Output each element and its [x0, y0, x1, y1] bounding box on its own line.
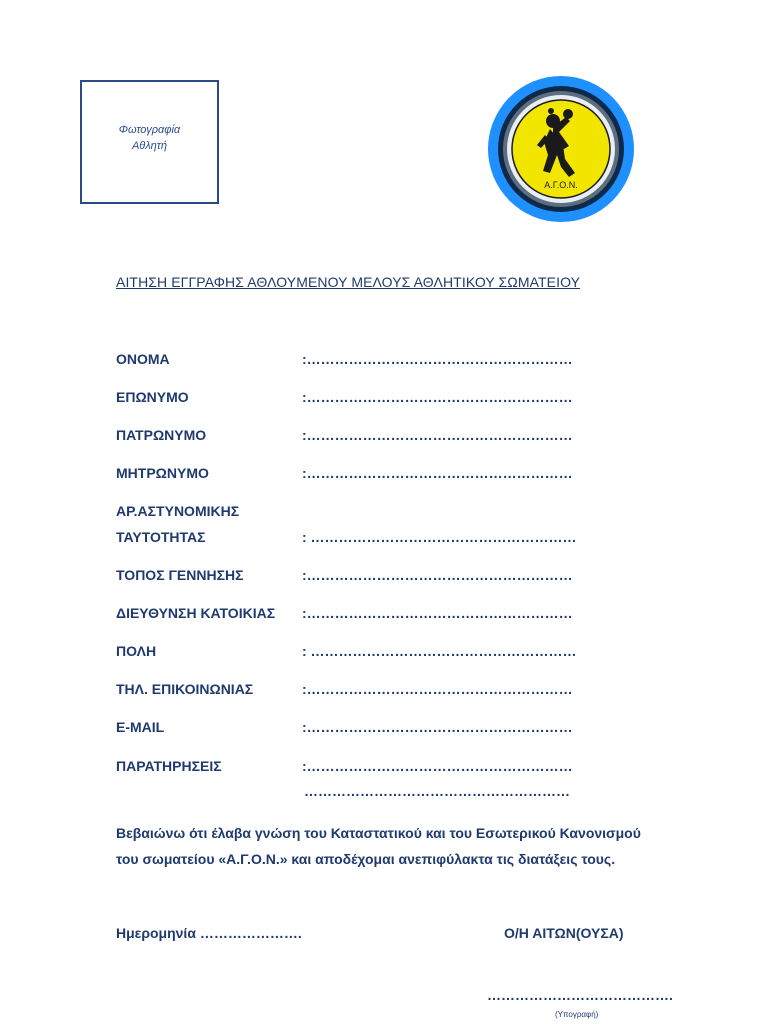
phone-blank[interactable]: :…………………………………………………: [302, 681, 573, 697]
field-label: ΔΙΕΥΘΥΝΣΗ ΚΑΤΟΙΚΙΑΣ: [116, 605, 276, 621]
club-logo: [487, 75, 635, 223]
field-label: E-MAIL: [116, 719, 165, 735]
email-blank[interactable]: :…………………………………………………: [302, 719, 573, 735]
field-label: ΑΡ.ΑΣΤΥΝΟΜΙΚΗΣ ΤΑΥΤΟΤΗΤΑΣ: [116, 503, 240, 545]
field-label: ΤΟΠΟΣ ΓΕΝΝΗΣΗΣ: [116, 567, 244, 583]
applicant-label: Ο/Η ΑΙΤΩΝ(ΟΥΣΑ): [504, 925, 624, 941]
field-label: ΠΟΛΗ: [116, 643, 157, 659]
form-title: ΑΙΤΗΣΗ ΕΓΓΡΑΦΗΣ ΑΘΛΟΥΜΕΝΟΥ ΜΕΛΟΥΣ ΑΘΛΗΤΙΚΟΥ ΣΩΜΑΤΕΙΟΥ: [116, 274, 581, 290]
father-name-blank[interactable]: :…………………………………………………: [302, 427, 573, 443]
declaration-text: Βεβαιώνω ότι έλαβα γνώση του Καταστατικού και του Εσωτερικού Κανονισμού του σωματείου «Α.Γ.Ο.Ν.» και αποδέχομαι ανεπιφύλακτα τις διατάξεις τους.: [116, 825, 641, 867]
remarks-blank-line-2[interactable]: …………………………………………………: [304, 783, 570, 799]
field-id-number: [116, 498, 577, 550]
field-label: ΕΠΩΝΥΜΟ: [116, 389, 189, 405]
city-blank[interactable]: : …………………………………………………: [302, 643, 577, 659]
field-last-name: [116, 389, 573, 405]
field-label: ΠΑΤΡΩΝΥΜΟ: [116, 427, 207, 443]
field-remarks: [116, 758, 573, 774]
first-name-blank[interactable]: :…………………………………………………: [302, 351, 573, 367]
address-blank[interactable]: :…………………………………………………: [302, 605, 573, 621]
field-email: [116, 719, 573, 735]
date-field[interactable]: Ημερομηνία ………………….: [116, 925, 302, 941]
remarks-blank[interactable]: :…………………………………………………: [302, 758, 573, 774]
signature-label: (Υπογραφή): [555, 1010, 599, 1019]
birthplace-blank[interactable]: :…………………………………………………: [302, 567, 573, 583]
field-label: ΟΝΟΜΑ: [116, 351, 170, 367]
last-name-blank[interactable]: :…………………………………………………: [302, 389, 573, 405]
field-label: ΜΗΤΡΩΝΥΜΟ: [116, 465, 209, 481]
field-label: ΤΗΛ. ΕΠΙΚΟΙΝΩΝΙΑΣ: [116, 681, 254, 697]
signature-blank[interactable]: ………………………………….: [487, 987, 673, 1003]
field-phone: [116, 681, 573, 697]
mother-name-blank[interactable]: :…………………………………………………: [302, 465, 573, 481]
photo-box-label: Φωτογραφία Αθλητή: [118, 124, 181, 152]
field-city: [116, 643, 577, 659]
field-address: [116, 605, 573, 621]
field-father-name: [116, 427, 573, 443]
id-number-blank[interactable]: : …………………………………………………: [302, 529, 577, 545]
field-birthplace: [116, 567, 573, 583]
field-label: ΠΑΡΑΤΗΡΗΣΕΙΣ: [116, 758, 222, 774]
field-mother-name: [116, 465, 573, 481]
athlete-photo-box: [80, 80, 219, 204]
logo-text: Α.Γ.Ο.Ν.: [544, 180, 578, 190]
field-first-name: [116, 351, 573, 367]
